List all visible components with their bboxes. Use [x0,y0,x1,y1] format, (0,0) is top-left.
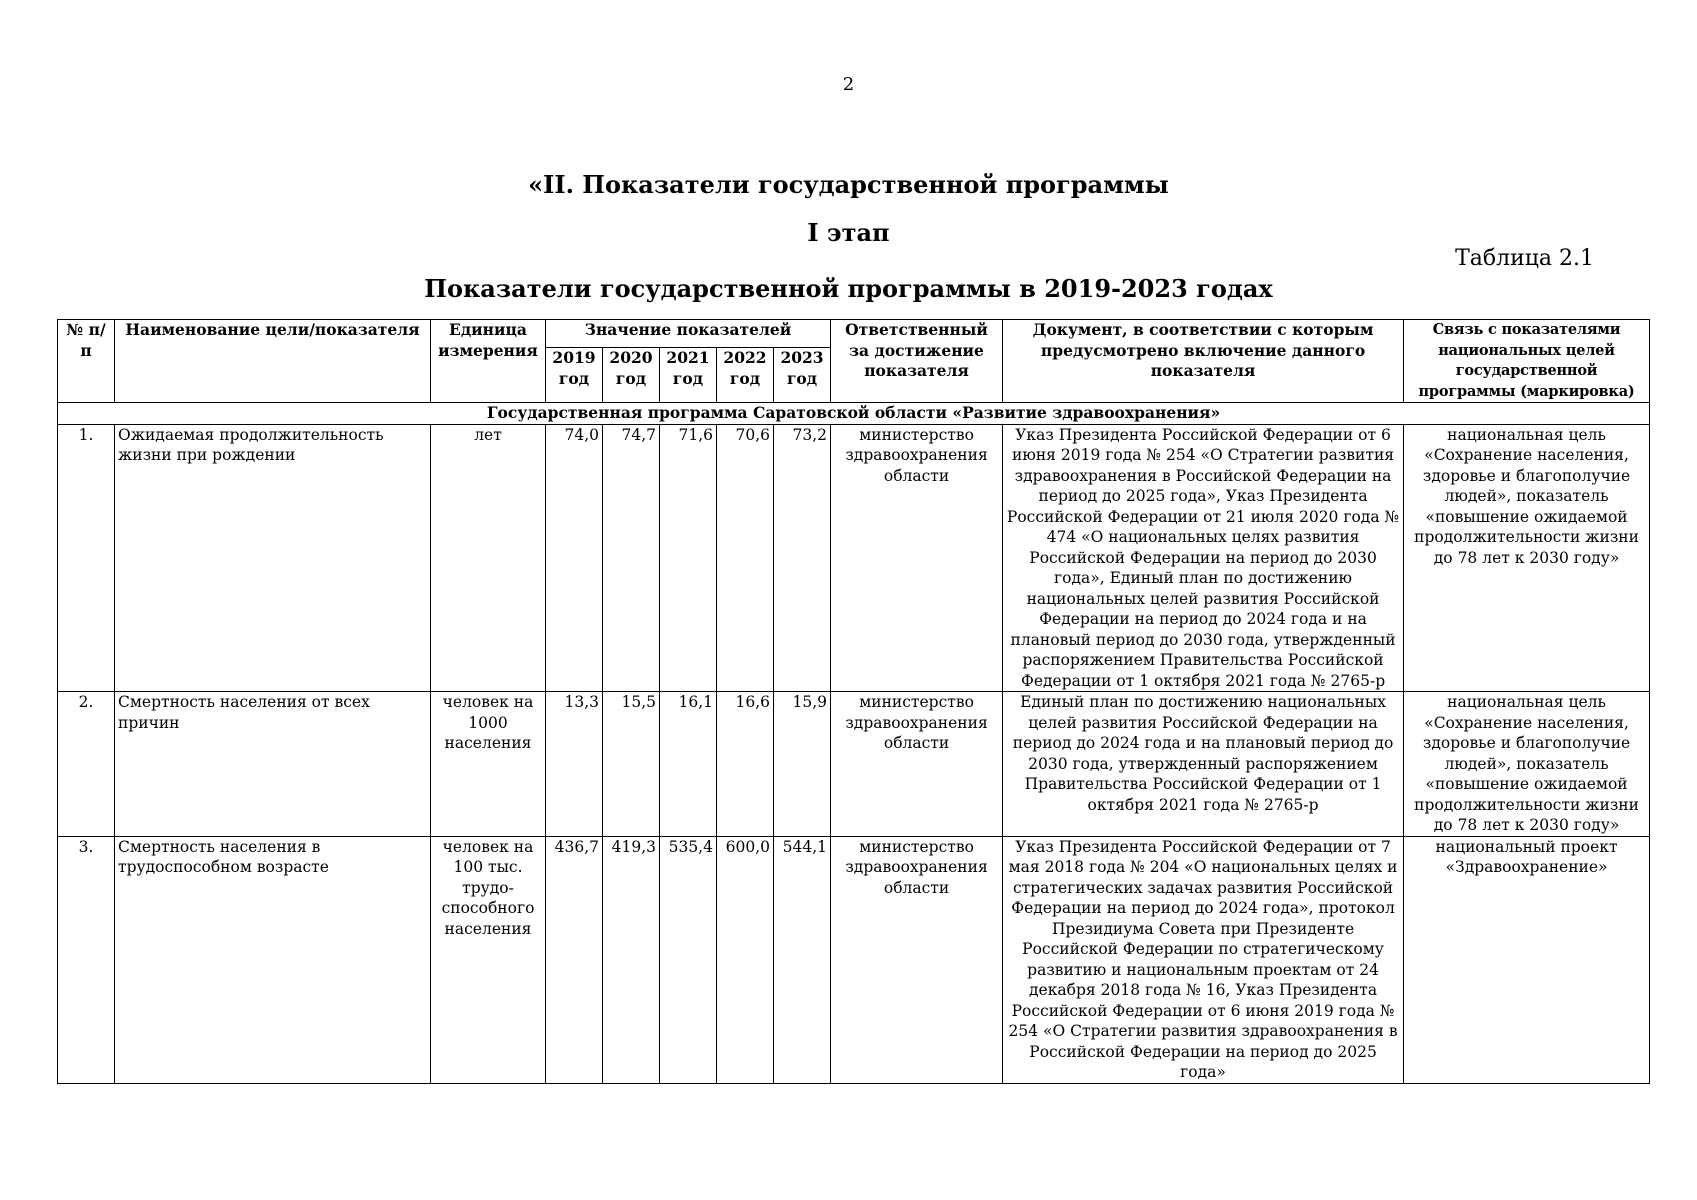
row-link: национальная цель «Сохранение населения, здоровье и благополучие людей», показатель «повышение ожидаемой продолжительности жизни до 78 лет к 2030 году» [1404,692,1650,837]
row-num: 2. [58,692,115,837]
indicators-table [57,319,1650,1084]
row-num: 3. [58,836,115,1083]
row-name: Ожидаемая продолжительность жизни при рождении [115,424,431,692]
header-year: 2019 год [546,348,603,403]
row-value-2023: 73,2 [774,424,831,692]
row-unit: человек на 1000 населения [431,692,546,837]
row-unit: человек на 100 тыс. трудо-способного населения [431,836,546,1083]
section-heading: «II. Показатели государственной программы [528,170,1169,199]
table-row [58,692,1650,837]
section-title: Государственная программа Саратовской области «Развитие здравоохранения» [58,403,1650,425]
header-link: Связь с показателями национальных целей государственной программы (маркировка) [1404,320,1650,403]
row-value-2022: 70,6 [717,424,774,692]
row-value-2021: 71,6 [660,424,717,692]
row-value-2019: 436,7 [546,836,603,1083]
row-value-2019: 74,0 [546,424,603,692]
row-value-2020: 419,3 [603,836,660,1083]
row-value-2019: 13,3 [546,692,603,837]
row-link: национальная цель «Сохранение населения, здоровье и благополучие людей», показатель «повышение ожидаемой продолжительности жизни до 78 лет к 2030 году» [1404,424,1650,692]
header-responsible: Ответственный за достижение показателя [831,320,1003,403]
row-value-2021: 535,4 [660,836,717,1083]
header-values: Значение показателей [546,320,831,348]
row-value-2023: 544,1 [774,836,831,1083]
row-responsible: министерство здравоохранения области [831,692,1003,837]
header-unit: Единица измерения [431,320,546,403]
table-title: Показатели государственной программы в 2019-2023 годах [424,274,1273,303]
header-name: Наименование цели/показателя [115,320,431,403]
row-document: Единый план по достижению национальных целей развития Российской Федерации на период до 2024 года и на плановый период до 2030 года, утвержденный распоряжением Правительства Российской Федерации от 1 октября 2021 года № 2765-р [1003,692,1404,837]
page-number: 2 [842,74,855,95]
row-value-2022: 16,6 [717,692,774,837]
row-name: Смертность населения от всех причин [115,692,431,837]
row-value-2020: 15,5 [603,692,660,837]
row-document: Указ Президента Российской Федерации от 6 июня 2019 года № 254 «О Стратегии развития здравоохранения в Российской Федерации на период до 2025 года», Указ Президента Российской Федерации от 21 июля 2020 года № 474 «О национальных целях развития Российской Федерации на период до 2030 года», Единый план по достижению национальных целей развития Российской Федерации на период до 2024 года и на плановый период до 2030 года, утвержденный распоряжением Правительства Российской Федерации от 1 октября 2021 года № 2765-р [1003,424,1404,692]
row-link: национальный проект «Здравоохранение» [1404,836,1650,1083]
row-num: 1. [58,424,115,692]
header-year: 2022 год [717,348,774,403]
row-name: Смертность населения в трудоспособном возрасте [115,836,431,1083]
stage-heading: I этап [807,218,890,247]
table-row [58,424,1650,692]
header-year: 2021 год [660,348,717,403]
row-responsible: министерство здравоохранения области [831,836,1003,1083]
row-value-2020: 74,7 [603,424,660,692]
row-value-2022: 600,0 [717,836,774,1083]
table-label: Таблица 2.1 [1455,246,1594,271]
row-document: Указ Президента Российской Федерации от 7 мая 2018 года № 204 «О национальных целях и стратегических задачах развития Российской Федерации на период до 2024 года», протокол Президиума Совета при Президенте Российской Федерации по стратегическому развитию и национальным проектам от 24 декабря 2018 года № 16, Указ Президента Российской Федерации от 6 июня 2019 года № 254 «О Стратегии развития здравоохранения в Российской Федерации на период до 2025 года» [1003,836,1404,1083]
row-value-2021: 16,1 [660,692,717,837]
header-year: 2023 год [774,348,831,403]
header-row [58,320,1650,348]
row-responsible: министерство здравоохранения области [831,424,1003,692]
header-document: Документ, в соответствии с которым предусмотрено включение данного показателя [1003,320,1404,403]
row-value-2023: 15,9 [774,692,831,837]
table-row [58,836,1650,1083]
header-year: 2020 год [603,348,660,403]
section-row [58,403,1650,425]
row-unit: лет [431,424,546,692]
header-num: № п/п [58,320,115,403]
